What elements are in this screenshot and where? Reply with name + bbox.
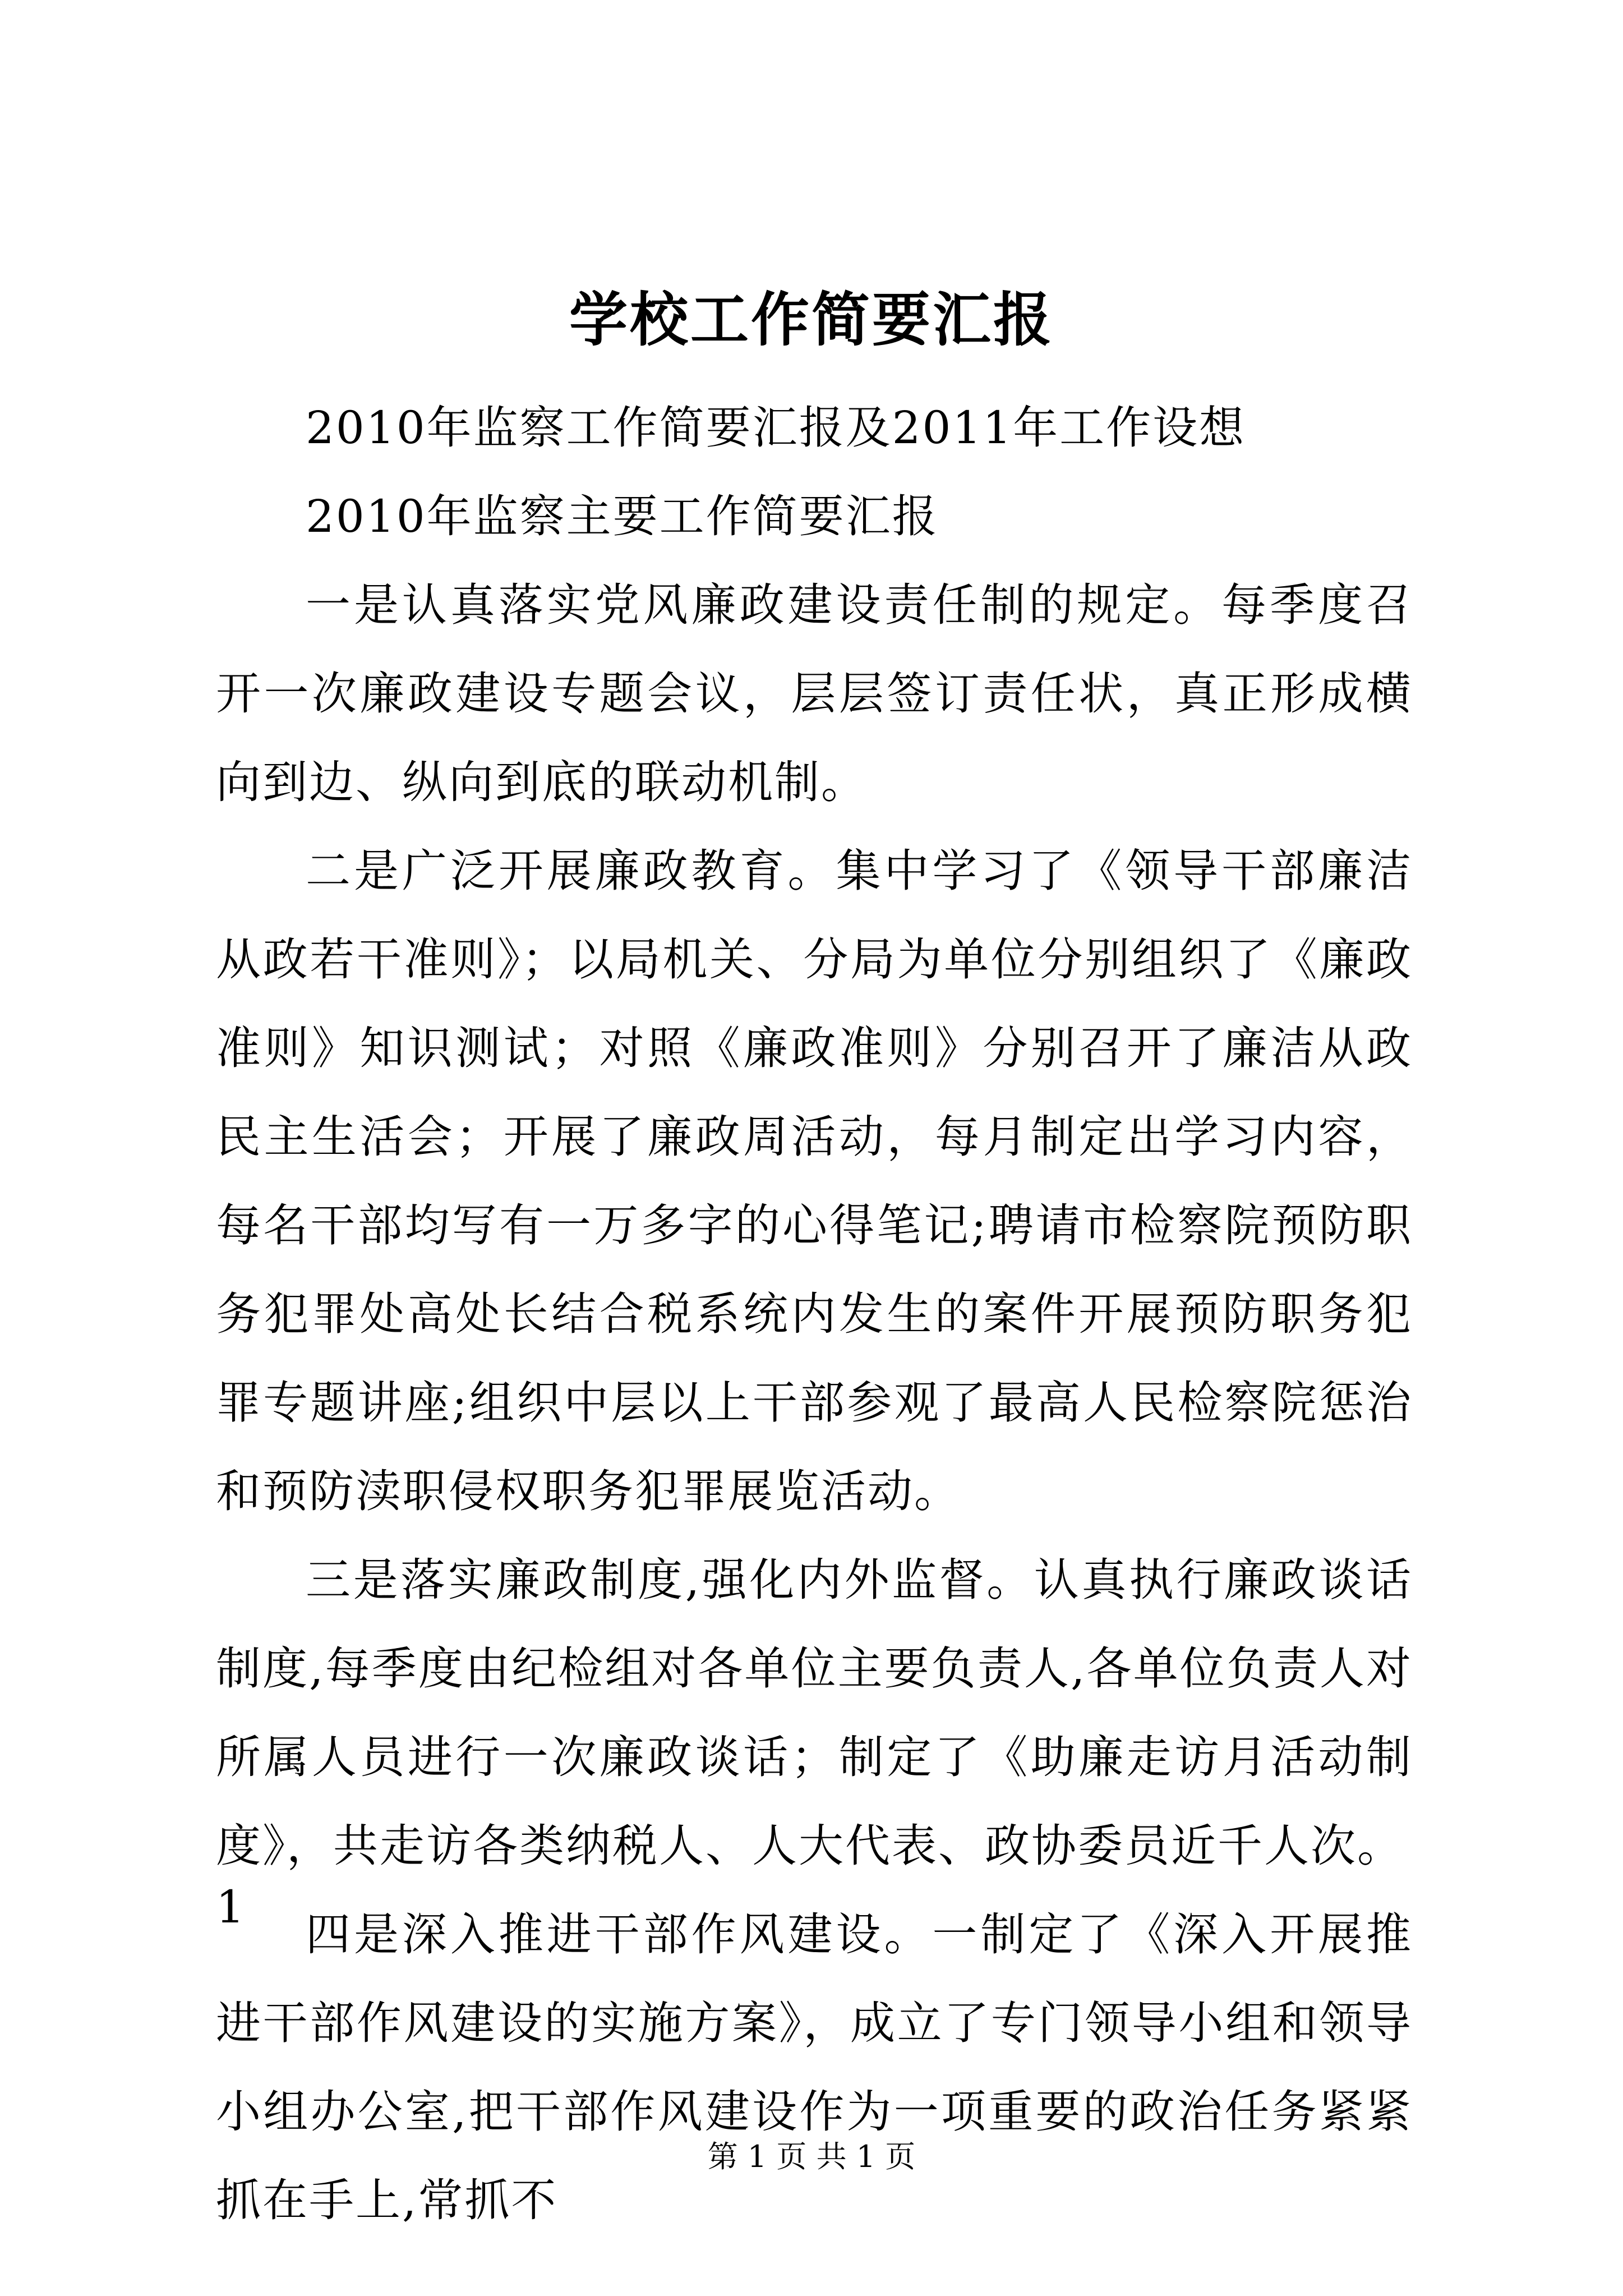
document-body — [216, 384, 1413, 2245]
page-number: 1 — [216, 1881, 245, 1933]
page-footer: 第 1 页 共 1 页 — [707, 2139, 916, 2174]
paragraph-2: 二是广泛开展廉政教育。集中学习了《领导干部廉洁从政若干准则》；以局机关、分局为单位分别组织了《廉政准则》知识测试；对照《廉政准则》分别召开了廉洁从政民主生活会；开展了廉政周活动，每月制定出学习内容，每名干部均写有一万多字的心得笔记;聘请市检察院预防职务犯罪处高处长结合税系统内发生的案件开展预防职务犯罪专题讲座;组织中层以上干部参观了最高人民检察院惩治和预防渎职侵权职务犯罪展览活动。 — [216, 845, 1413, 1517]
paragraph-heading-1: 2010年监察工作简要汇报及2011年工作设想 — [306, 402, 1246, 454]
paragraph-4: 四是深入推进干部作风建设。一制定了《深入开展推进干部作风建设的实施方案》，成立了专门领导小组和领导小组办公室,把干部作风建设作为一项重要的政治任务紧紧抓在手上,常抓不 — [216, 1908, 1413, 2226]
paragraph-heading-2: 2010年监察主要工作简要汇报 — [306, 490, 939, 542]
document-title: 学校工作简要汇报 — [569, 285, 1054, 354]
paragraph-3: 三是落实廉政制度,强化内外监督。认真执行廉政谈话制度,每季度由纪检组对各单位主要负责人,各单位负责人对所属人员进行一次廉政谈话；制定了《助廉走访月活动制度》，共走访各类纳税人、人大代表、政协委员近千人次。 — [216, 1554, 1413, 1872]
paragraph-1: 一是认真落实党风廉政建设责任制的规定。每季度召开一次廉政建设专题会议，层层签订责任状，真正形成横向到边、纵向到底的联动机制。 — [216, 579, 1413, 808]
